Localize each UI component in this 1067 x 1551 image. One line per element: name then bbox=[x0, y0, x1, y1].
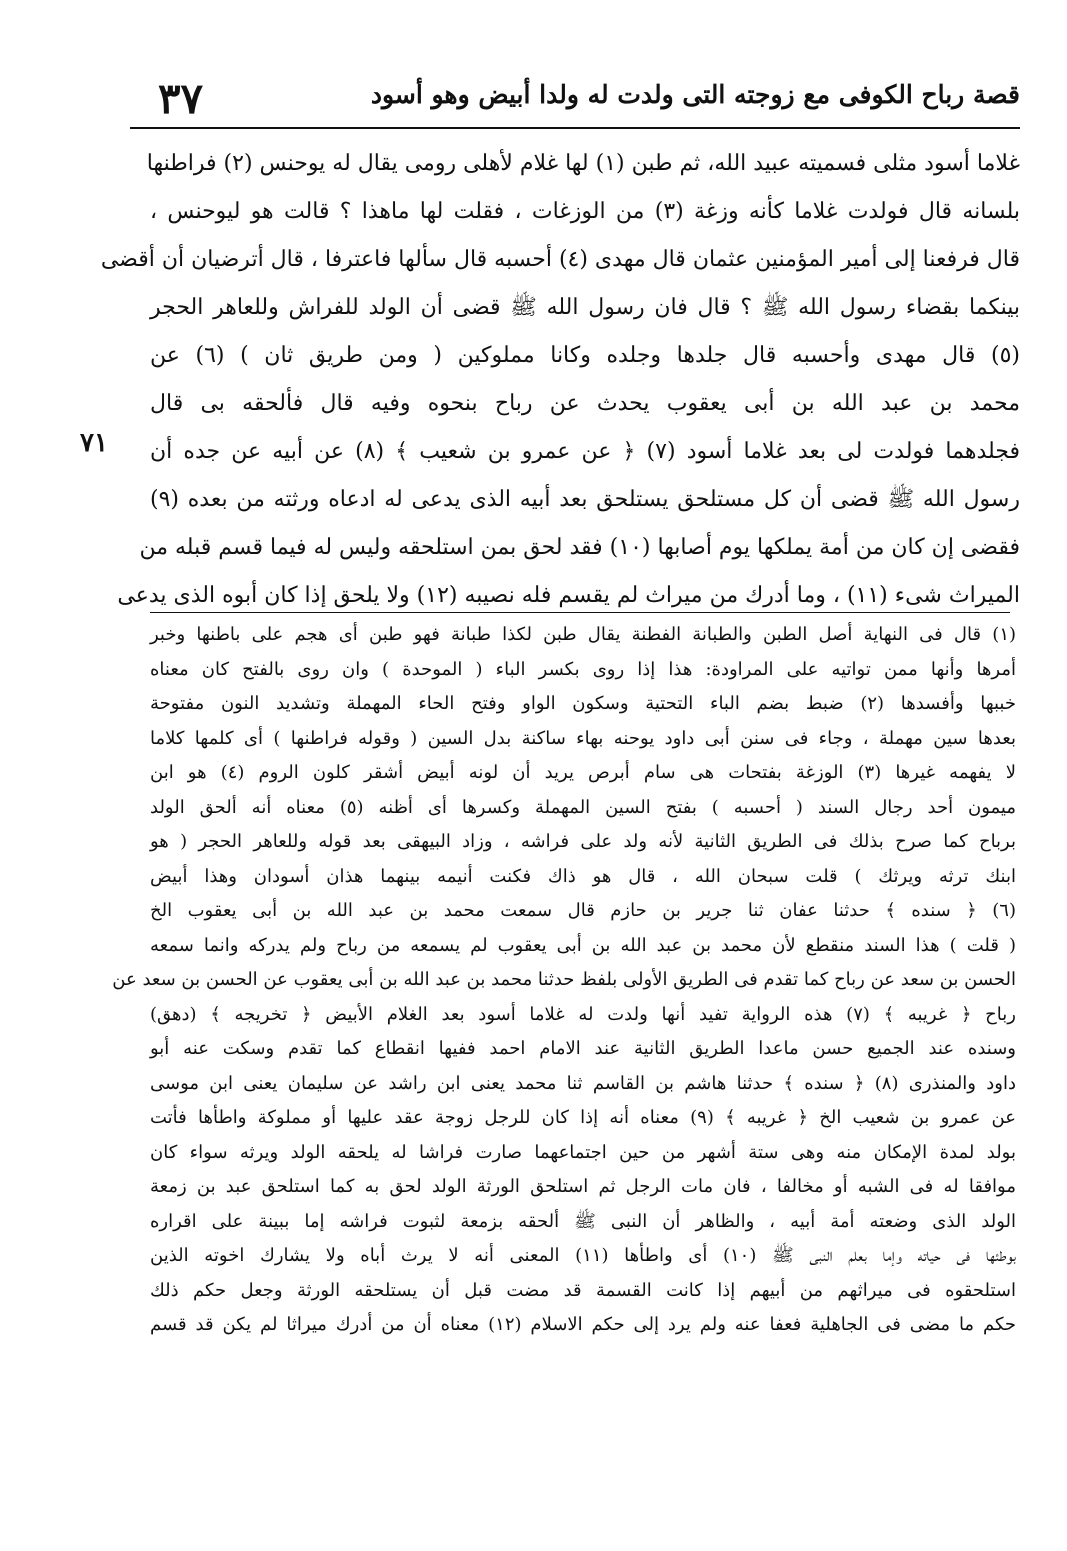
header-divider bbox=[130, 127, 1020, 129]
footnote-line: أمرها وأنها ممن تواتيه على المراودة: هذا إذا روى بكسر الباء ( الموحدة ) وان روى بالفتح كان معناه bbox=[150, 658, 1016, 680]
footnote-line: بوطئها فى حياته وإما بعلم النبى ﷺ (١٠) أى واطأها (١١) المعنى أنه لا يرث أباه ولا يشارك اخوته الذين bbox=[150, 1245, 1016, 1266]
footnote-line: موافقا له فى الشبه أو مخالفا ، فان مات الرجل ثم استلحق الورثة الولد لحق به كما استلحق عبد بن زمعة bbox=[150, 1176, 1016, 1197]
page-header bbox=[130, 70, 1020, 123]
text-line: الميراث شىء (١١) ، وما أدرك من ميراث لم يقسم فله نصيبه (١٢) ولا يلحق إذا كان أبوه الذى يدعى bbox=[117, 583, 1020, 608]
footnote-line: لا يفهمه غيرها (٣) الوزغة بفتحات هى سام أبرص يريد أن لونه أبيض أشقر كلون الروم (٤) هو ابن bbox=[150, 762, 1016, 783]
footnote-line: ابنك ترثه ويرثك ) قلت سبحان الله ، قال هو ذاك فكنت أنيمه بينهما هذان أسودان وهذا أبيض bbox=[150, 865, 1016, 887]
footnote-line: استلحقوه فى ميراثهم من أبيهم إذا كانت القسمة قد مضت قبل أن يستلحقه الورثة وجعل حكم ذلك bbox=[150, 1279, 1016, 1301]
text-line: فجلدهما فولدت لى بعد غلاما أسود (٧) ﴿ عن عمرو بن شعيب ﴾ (٨) عن أبيه عن جده أن bbox=[150, 439, 1020, 464]
footnote-line: برباح كما صرح بذلك فى الطريق الثانية لأنه ولد على فراشه ، وزاد البيهقى بعد قوله وللعاهر الحجر ( هو bbox=[150, 831, 1016, 852]
text-line: قال فرفعنا إلى أمير المؤمنين عثمان قال مهدى (٤) أحسبه قال سألها فاعترفا ، قال أترضيان أن أقضى bbox=[100, 247, 1020, 272]
footnote-line: ميمون أحد رجال السند ( أحسبه ) بفتح السين المهملة وكسرها أى أظنه (٥) معناه أنه ألحق الولد bbox=[150, 796, 1016, 818]
footnote-line: (٦) ﴿ سنده ﴾ حدثنا عفان ثنا جرير بن حازم قال سمعت محمد بن عبد الله بن أبى يعقوب الخ bbox=[150, 900, 1016, 921]
text-line: (٥) قال مهدى وأحسبه قال جلدها وجلده وكانا مملوكين ( ومن طريق ثان ) (٦) عن bbox=[150, 343, 1020, 368]
footnote-line: رباح ﴿ غريبه ﴾ (٧) هذه الرواية تفيد أنها ولدت له غلاما أسود بعد الغلام الأبيض ﴿ تخريجه ﴾ (دهق) bbox=[150, 1003, 1016, 1025]
footnote-line: (١) قال فى النهاية أصل الطبن والطبانة الفطنة يقال طبن لكذا طبانة فهو طبن أى هجم على باطنها وخبر bbox=[150, 624, 1017, 645]
footnotes bbox=[112, 618, 1017, 1343]
text-line: بلسانه قال فولدت غلاما كأنه وزغة (٣) من الوزغات ، فقلت لها ماهذا ؟ قالت هو ليوحنس ، bbox=[150, 199, 1020, 224]
footnote-line: حكم ما مضى فى الجاهلية فعفا عنه ولم يرد إلى حكم الاسلام (١٢) معناه أن من أدرك ميراثا لم يكن قد قسم bbox=[150, 1314, 1017, 1335]
footnote-line: بعدها سين مهملة ، وجاء فى سنن أبى داود يوحنه بهاء ساكنة بدل السين ( وقوله فراطنها ) أى كلمها كلاما bbox=[150, 727, 1017, 749]
footnote-line: ( قلت ) هذا السند منقطع لأن محمد بن عبد الله بن أبى يعقوب لم يسمعه من رباح ولم يدركه وانما سمعه bbox=[150, 934, 1016, 956]
footnote-line: عن عمرو بن شعيب الخ ﴿ غريبه ﴾ (٩) معناه أنه إذا كان للرجل زوجة عقد عليها أو مملوكة واطأها فأتت bbox=[150, 1107, 1016, 1128]
footnote-line: خببها وأفسدها (٢) ضبط بضم الباء التحتية وسكون الواو وفتح الحاء المهملة وتشديد النون مفتوحة bbox=[150, 693, 1016, 714]
text-line: محمد بن عبد الله بن أبى يعقوب يحدث عن رباح بنحوه وفيه قال فألحقه بى قال bbox=[150, 391, 1020, 416]
main-text bbox=[100, 140, 1020, 620]
footnote-line: الحسن بن سعد عن رباح كما تقدم فى الطريق الأولى بلفظ حدثنا محمد بن عبد الله بن أبى يعقوب عن الحسن بن سعد عن bbox=[112, 969, 1016, 990]
margin-note: ٧١ bbox=[80, 428, 108, 458]
footnote-line: الولد الذى وضعته أمة أبيه ، والظاهر أن النبى ﷺ ألحقه بزمعة لثبوت فراشه إما ببينة على اقراره bbox=[150, 1210, 1016, 1232]
footnote-line: داود والمنذرى (٨) ﴿ سنده ﴾ حدثنا هاشم بن القاسم ثنا محمد يعنى ابن راشد عن سليمان يعنى ابن موسى bbox=[150, 1072, 1017, 1094]
text-line: فقضى إن كان من أمة يملكها يوم أصابها (١٠) فقد لحق بمن استلحقه وليس له فيما قسم قبله من bbox=[139, 535, 1020, 560]
footnote-divider bbox=[150, 612, 1010, 613]
text-line: غلاما أسود مثلى فسميته عبيد الله، ثم طبن (١) لها غلام لأهلى رومى يقال له يوحنس (٢) فراطنها bbox=[146, 151, 1020, 176]
footnote-line: بولد لمدة الإمكان منه وهى ستة أشهر من حين اجتماعهما صارت فراشا له يلحقه الولد ويرثه سواء كان bbox=[150, 1141, 1016, 1163]
footnote-line: وسنده عند الجميع حسن ماعدا الطريق الثانية عند الامام احمد ففيها انقطاع كما تقدم وسكت عنه أبو bbox=[150, 1038, 1016, 1059]
text-line: بينكما بقضاء رسول الله ﷺ ؟ قال فان رسول الله ﷺ قضى أن الولد للفراش وللعاهر الحجر bbox=[150, 295, 1020, 320]
running-title: قصة رباح الكوفى مع زوجته التى ولدت له ولدا أبيض وهو أسود bbox=[370, 80, 1020, 109]
text-line: رسول الله ﷺ قضى أن كل مستلحق يستلحق بعد أبيه الذى يدعى له ادعاه ورثته من بعده (٩) bbox=[150, 487, 1020, 512]
page-number: ٣٧ bbox=[158, 74, 204, 123]
